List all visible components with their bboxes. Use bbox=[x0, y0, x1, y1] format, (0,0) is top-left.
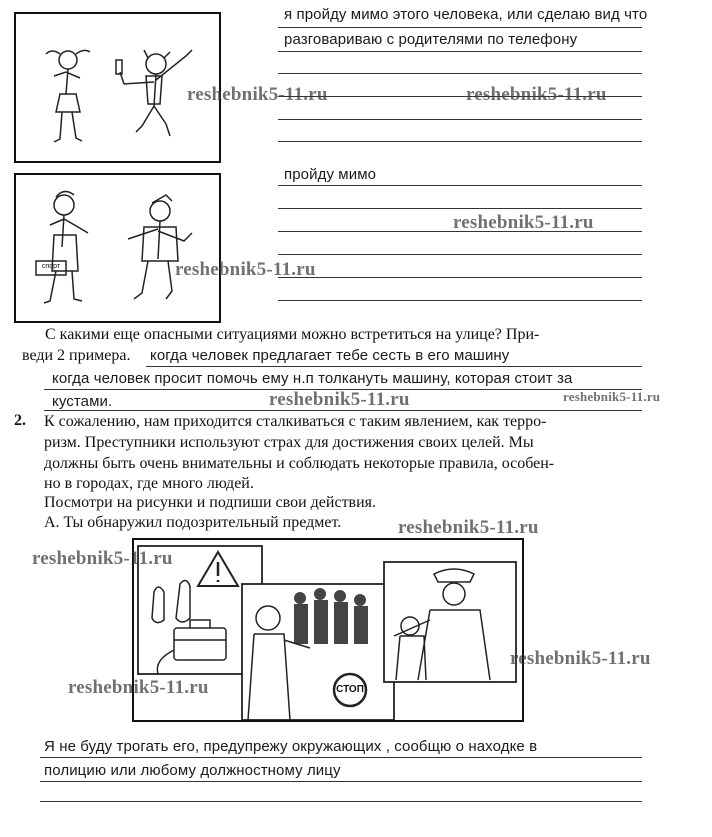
answer-rule bbox=[40, 781, 642, 782]
answer-rule bbox=[278, 254, 642, 255]
watermark: reshebnik5-11.ru bbox=[466, 84, 607, 105]
watermark: reshebnik5-11.ru bbox=[68, 677, 209, 698]
section-2-answer-line-1: Я не буду трогать его, предупрежу окружающих , сообщю о находке в bbox=[44, 738, 538, 755]
answer-rule bbox=[146, 366, 642, 367]
section-2-text-line: должны быть очень внимательны и соблюдать некоторые правила, особен- bbox=[44, 455, 555, 472]
watermark: reshebnik5-11.ru bbox=[187, 84, 328, 105]
question-answer-2-line-1: когда человек просит помочь ему н.п толкануть машину, которая стоит за bbox=[52, 370, 573, 387]
watermark: reshebnik5-11.ru bbox=[269, 389, 410, 410]
question-answer-2-line-2: кустами. bbox=[52, 393, 113, 410]
watermark: reshebnik5-11.ru bbox=[563, 389, 661, 404]
question-line-2-prefix: веди 2 примера. bbox=[22, 347, 131, 364]
answer-1-line-1: я пройду мимо этого человека, или сделаю вид что bbox=[284, 6, 648, 23]
answer-rule bbox=[278, 300, 642, 301]
item-a: А. Ты обнаружил подозрительный предмет. bbox=[44, 514, 342, 531]
section-2-answer-line-2: полицию или любому должностному лицу bbox=[44, 762, 341, 779]
bag-snatching-illustration bbox=[16, 175, 219, 321]
answer-rule bbox=[278, 27, 642, 28]
answer-rule bbox=[40, 757, 642, 758]
answer-rule bbox=[278, 208, 642, 209]
answer-rule bbox=[278, 185, 642, 186]
watermark: reshebnik5-11.ru bbox=[453, 212, 594, 233]
question-answer-1: когда человек предлагает тебе сесть в его машину bbox=[150, 347, 510, 364]
answer-rule bbox=[278, 51, 642, 52]
stop-sign-label: СТОП bbox=[336, 684, 364, 695]
exercise-number: 2. bbox=[14, 412, 26, 429]
instruction: Посмотри на рисунки и подпиши свои действия. bbox=[44, 494, 377, 511]
section-2-text-line: ризм. Преступники используют страх для достижения своих целей. Мы bbox=[44, 434, 534, 451]
watermark: reshebnik5-11.ru bbox=[510, 648, 651, 669]
answer-1-line-2: разговариваю с родителями по телефону bbox=[284, 31, 578, 48]
watermark: reshebnik5-11.ru bbox=[32, 548, 173, 569]
answer-rule bbox=[278, 277, 642, 278]
answer-rule bbox=[40, 801, 642, 802]
picture-2-frame bbox=[14, 173, 221, 323]
answer-2-line-1: пройду мимо bbox=[284, 166, 377, 183]
answer-rule bbox=[278, 73, 642, 74]
section-2-text-line: К сожалению, нам приходится сталкиваться с таким явлением, как терро- bbox=[44, 413, 547, 430]
picture-2-bag-label: спорт bbox=[41, 263, 61, 270]
watermark: reshebnik5-11.ru bbox=[175, 259, 316, 280]
answer-rule bbox=[278, 119, 642, 120]
answer-rule bbox=[278, 141, 642, 142]
section-2-text-line: но в городах, где много людей. bbox=[44, 475, 254, 492]
question-line-1: С какими еще опасными ситуациями можно встретиться на улице? При- bbox=[45, 326, 540, 343]
watermark: reshebnik5-11.ru bbox=[398, 517, 539, 538]
